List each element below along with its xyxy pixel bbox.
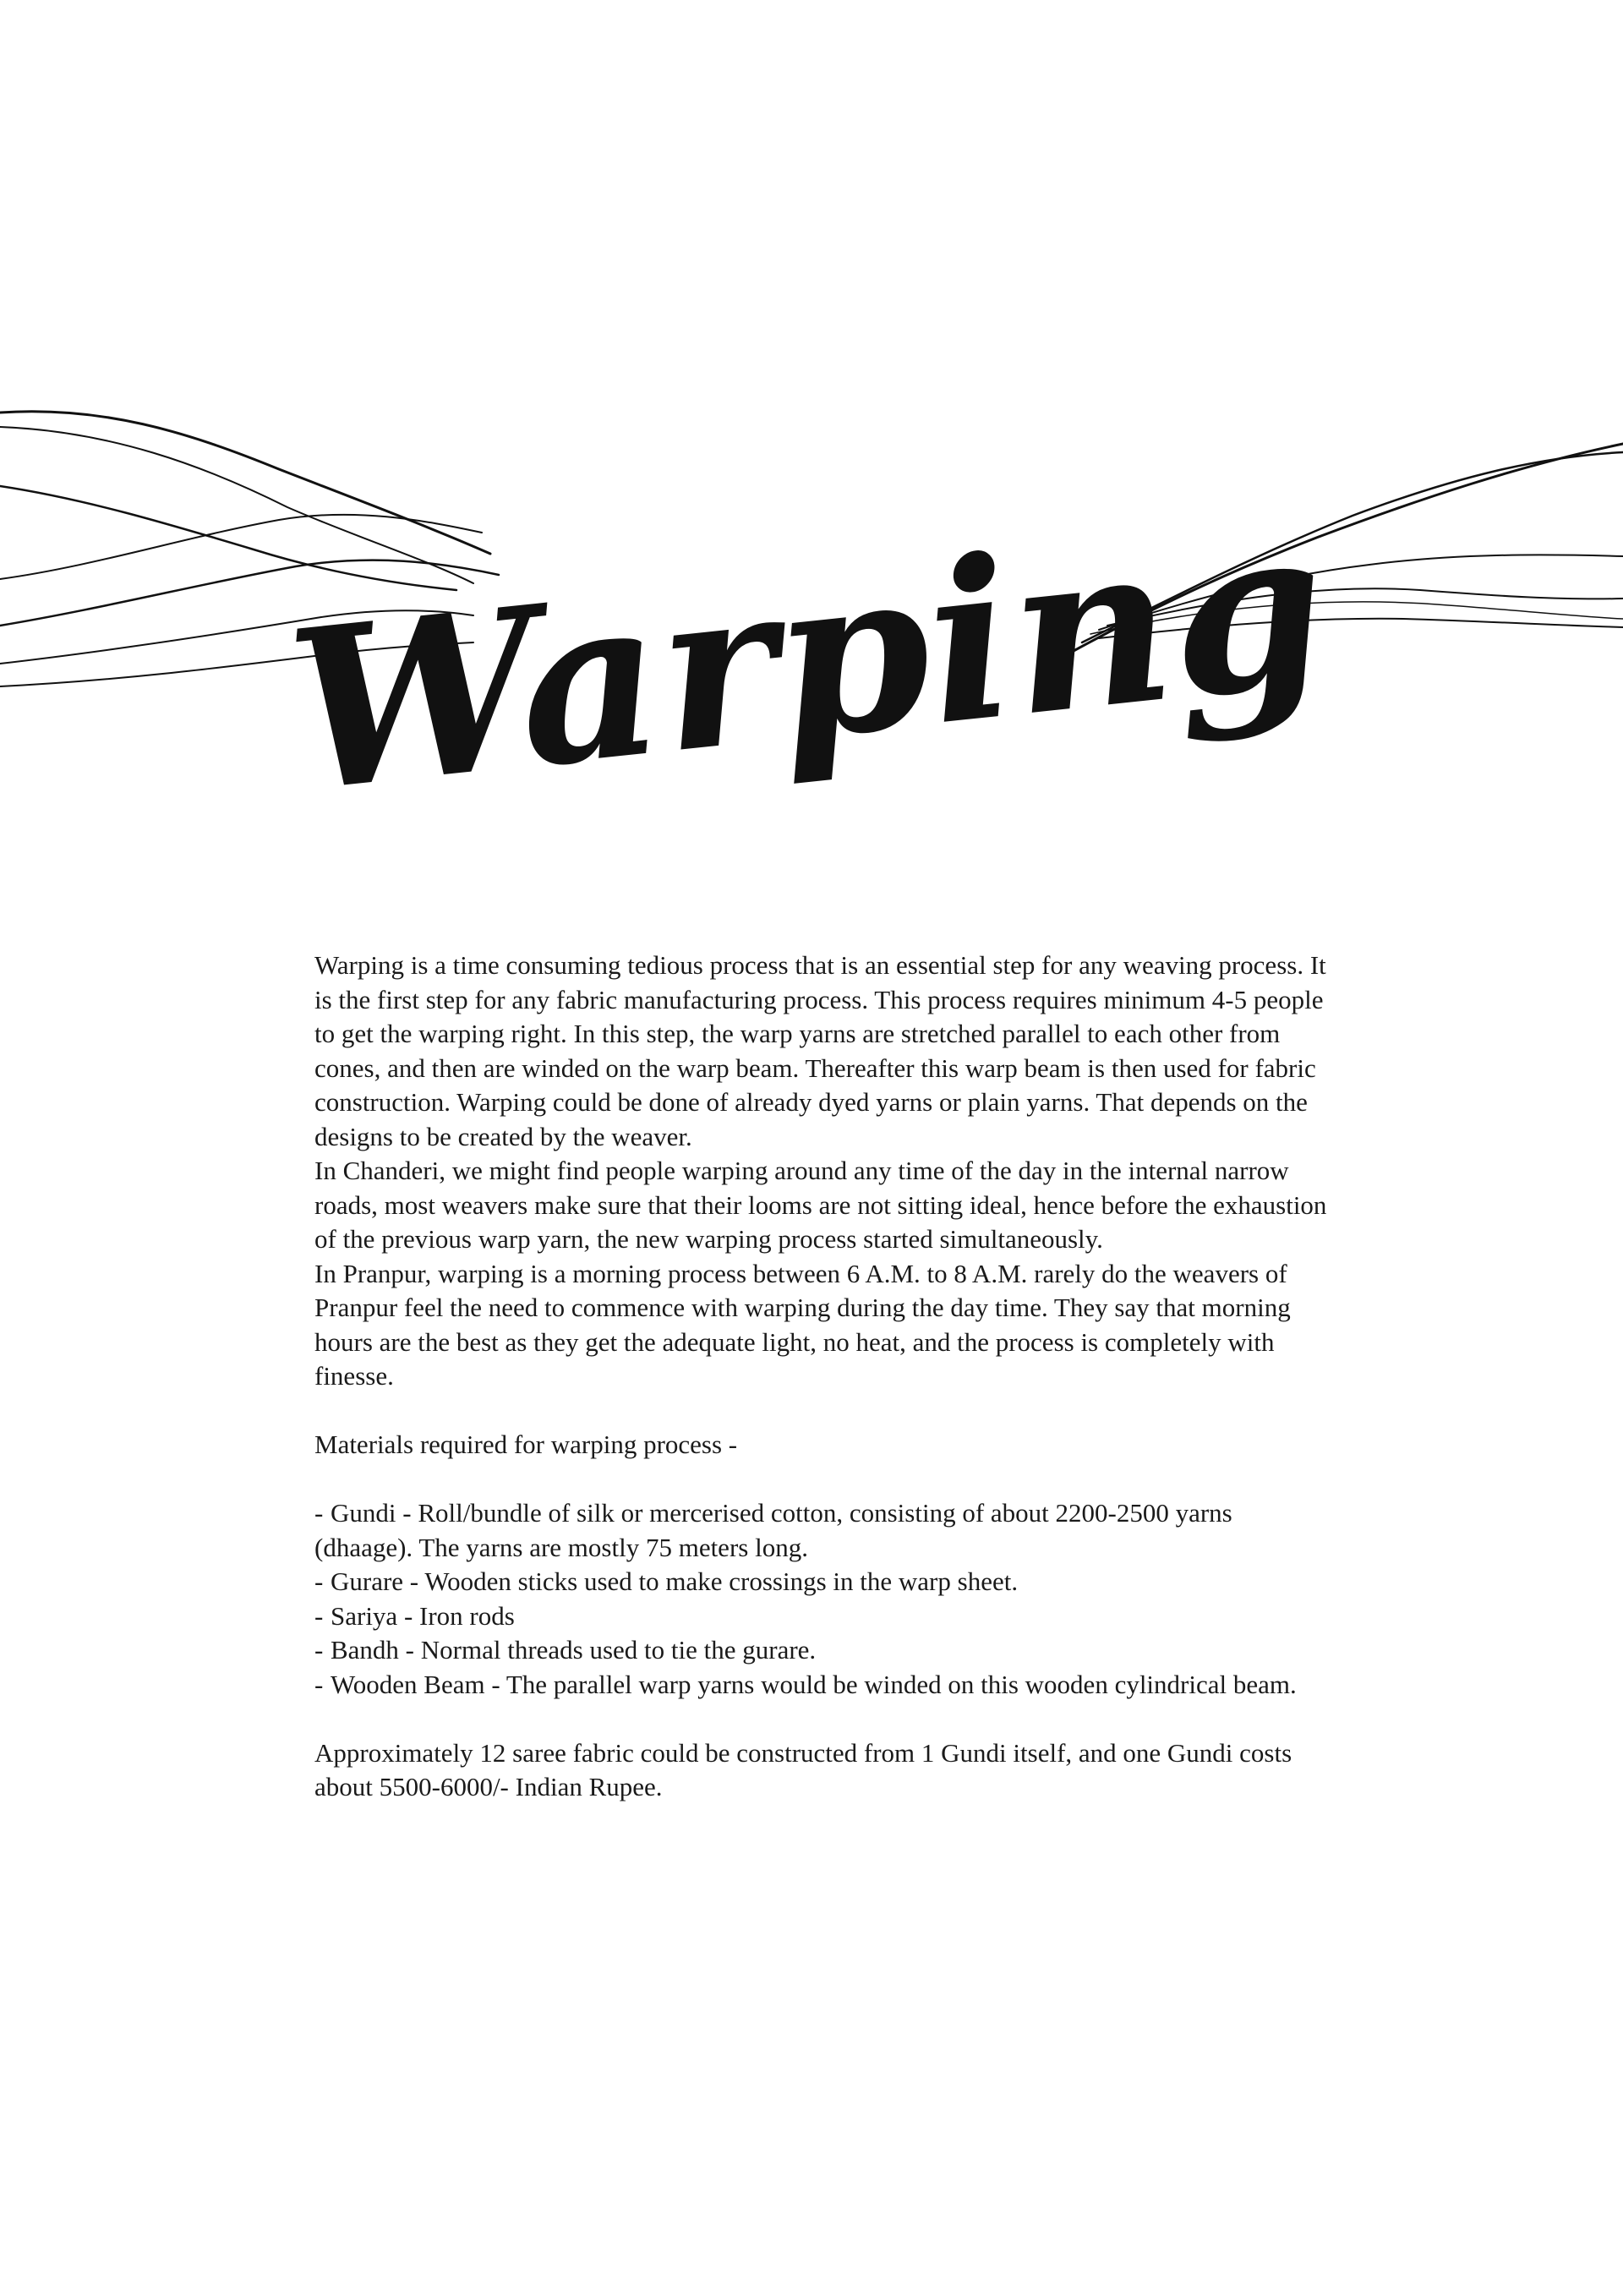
materials-list (314, 1496, 1329, 1702)
list-item: - Gurare - Wooden sticks used to make crossings in the warp sheet. (314, 1566, 1019, 1596)
spacer (314, 1394, 1329, 1429)
pranpur-paragraph: In Pranpur, warping is a morning process between 6 A.M. to 8 A.M. rarely do the weavers of Pranpur feel the need to commence with warping during the day time. They say that morning hours are the best as they get the adequate light, no heat, and the process is completely with finesse. (314, 1258, 1291, 1391)
closing-paragraph: Approximately 12 saree fabric could be constructed from 1 Gundi itself, and one Gundi costs about 5500-6000/- Indian Rupee. (314, 1737, 1292, 1801)
intro-paragraph: Warping is a time consuming tedious process that is an essential step for any weaving process. It is the first step for any fabric manufacturing process. This process requires minimum 4-5 people to get the warping right. In this step, the warp yarns are stretched parallel to each other from cones, and then are winded on the warp beam. Thereafter this warp beam is then used for fabric construction. Warping could be done of already dyed yarns or plain yarns. That depends on the designs to be created by the weaver. (314, 950, 1326, 1151)
page-title: Warping (279, 476, 1337, 842)
thread-left-1 (0, 412, 490, 554)
thread-left-4 (0, 515, 482, 579)
spacer (314, 1462, 1329, 1497)
materials-heading: Materials required for warping process - (314, 1430, 738, 1459)
list-item: - Wooden Beam - The parallel warp yarns would be winded on this wooden cylindrical beam. (314, 1669, 1297, 1699)
thread-left-2 (0, 427, 473, 583)
header-illustration (0, 372, 1623, 947)
list-item: - Sariya - Iron rods (314, 1600, 515, 1631)
list-item: - Gundi - Roll/bundle of silk or mercerised cotton, consisting of about 2200-2500 yarns (dhaage). The yarns are mostly 75 meters long. (314, 1498, 1232, 1562)
article-body (314, 948, 1329, 1805)
spacer (314, 1702, 1329, 1736)
chanderi-paragraph: In Chanderi, we might find people warping around any time of the day in the internal narrow roads, most weavers make sure that their looms are not sitting ideal, hence before the exhaustion of the previous warp yarn, the new warping process started simultaneously. (314, 1156, 1327, 1254)
list-item: - Bandh - Normal threads used to tie the gurare. (314, 1635, 817, 1665)
